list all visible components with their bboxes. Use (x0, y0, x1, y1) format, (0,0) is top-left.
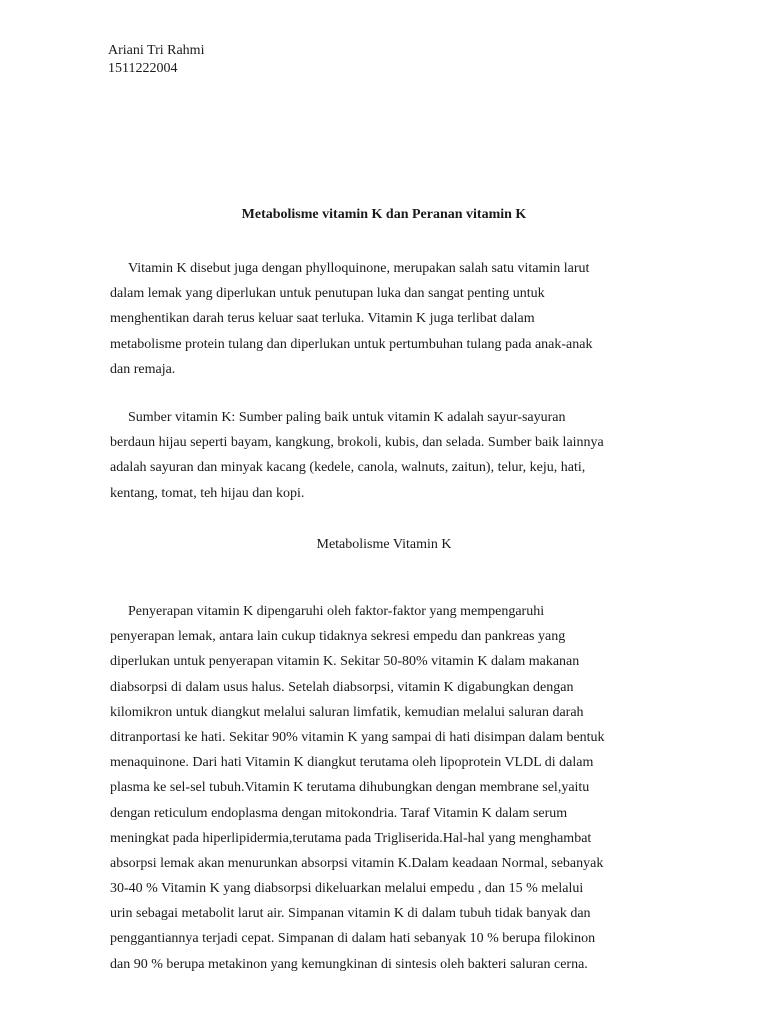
text-line: dan 90 % berupa metakinon yang kemungkinan di sintesis oleh bakteri saluran cerna. (110, 956, 588, 972)
text-line: menghentikan darah terus keluar saat terluka. Vitamin K juga terlibat dalam (110, 311, 535, 327)
text-line: diperlukan untuk penyerapan vitamin K. Sekitar 50-80% vitamin K dalam makanan (110, 654, 580, 670)
text-line: berdaun hijau seperti bayam, kangkung, brokoli, kubis, dan selada. Sumber baik lainnya (110, 435, 604, 451)
paragraph-metabolism (110, 599, 605, 977)
text-line: dengan reticulum endoplasma dengan mitokondria. Taraf Vitamin K dalam serum (110, 805, 568, 821)
paragraph-sources (110, 405, 604, 506)
text-line: dan remaja. (110, 361, 176, 377)
text-line: 30-40 % Vitamin K yang diabsorpsi dikeluarkan melalui empedu , dan 15 % melalui (110, 881, 584, 897)
text-line: menaquinone. Dari hati Vitamin K diangkut terutama oleh lipoprotein VLDL di dalam (110, 755, 594, 771)
text-line: diabsorpsi di dalam usus halus. Setelah diabsorpsi, vitamin K digabungkan dengan (110, 679, 574, 695)
text-line: kilomikron untuk diangkut melalui saluran limfatik, kemudian melalui saluran darah (110, 704, 584, 720)
paragraph-intro (110, 256, 592, 382)
text-line: urin sebagai metabolit larut air. Simpanan vitamin K di dalam tubuh tidak banyak dan (110, 906, 591, 922)
text-line: Vitamin K disebut juga dengan phylloquinone, merupakan salah satu vitamin larut (128, 261, 590, 276)
text-line: plasma ke sel-sel tubuh.Vitamin K terutama dihubungkan dengan membrane sel,yaitu (110, 780, 590, 796)
document-title: Metabolisme vitamin K dan Peranan vitamin K (241, 207, 527, 222)
text-line: metabolisme protein tulang dan diperlukan untuk pertumbuhan tulang pada anak-anak (110, 336, 593, 352)
author-name: Ariani Tri Rahmi (108, 43, 205, 58)
text-line: dalam lemak yang diperlukan untuk penutupan luka dan sangat penting untuk (110, 286, 545, 302)
text-line: penggantiannya terjadi cepat. Simpanan di dalam hati sebanyak 10 % berupa filokinon (110, 931, 596, 947)
text-line: kentang, tomat, teh hijau dan kopi. (110, 485, 305, 501)
text-line: ditranportasi ke hati. Sekitar 90% vitamin K yang sampai di hati disimpan dalam bentuk (110, 729, 605, 745)
author-block (108, 42, 204, 78)
text-line: penyerapan lemak, antara lain cukup tidaknya sekresi empedu dan pankreas yang (110, 629, 566, 645)
student-id: 1511222004 (108, 61, 178, 76)
text-line: Sumber vitamin K: Sumber paling baik untuk vitamin K adalah sayur-sayuran (128, 410, 566, 425)
text-line: absorpsi lemak akan menurunkan absorpsi vitamin K.Dalam keadaan Normal, sebanyak (110, 855, 604, 871)
section-heading: Metabolisme Vitamin K (316, 537, 452, 552)
text-line: adalah sayuran dan minyak kacang (kedele, canola, walnuts, zaitun), telur, keju, hati, (110, 460, 586, 476)
text-line: meningkat pada hiperlipidermia,terutama pada Trigliserida.Hal-hal yang menghambat (110, 830, 592, 846)
text-line: Penyerapan vitamin K dipengaruhi oleh faktor-faktor yang mempengaruhi (128, 604, 545, 619)
